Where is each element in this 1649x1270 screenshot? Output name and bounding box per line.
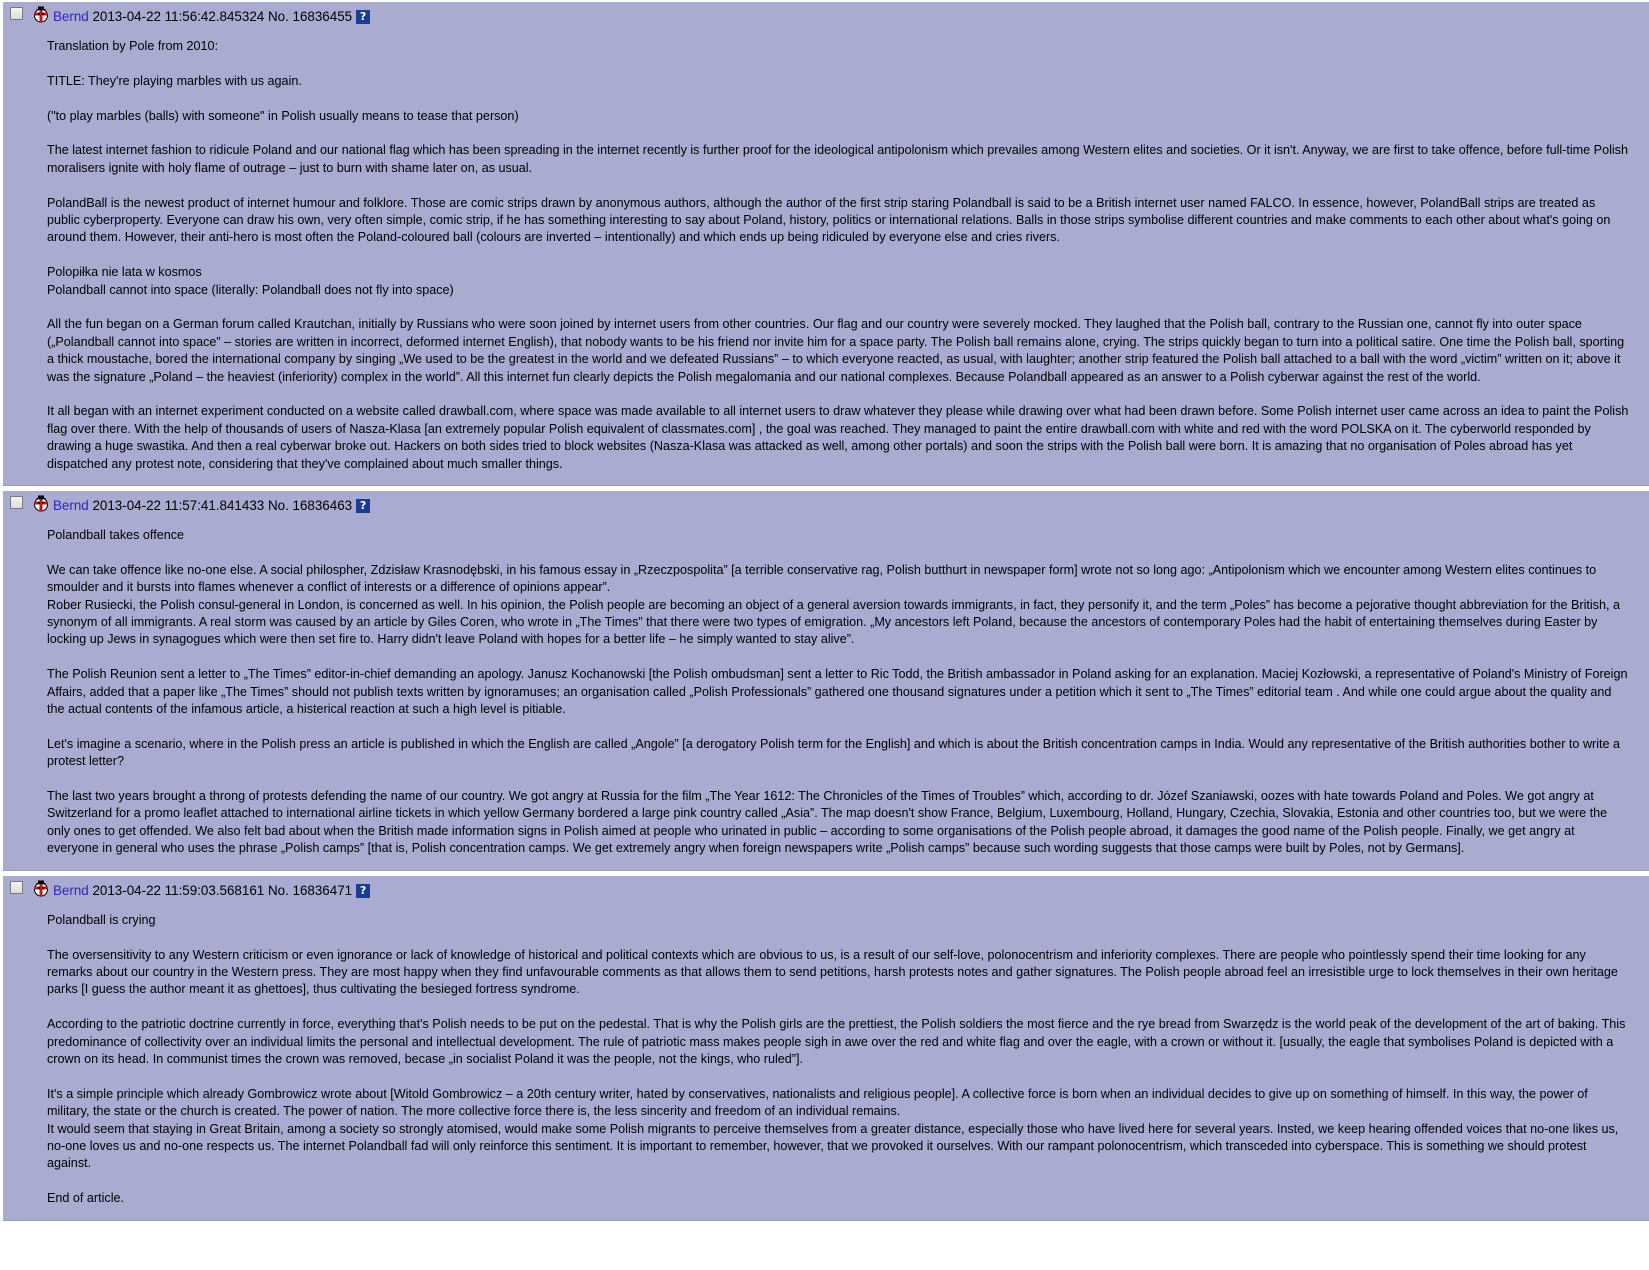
post-paragraph: End of article. — [47, 1191, 125, 1206]
post — [3, 876, 1649, 1221]
post-datetime: 2013-04-22 11:57:41.841433 — [92, 498, 265, 514]
post-body — [3, 899, 1649, 1220]
post-header — [3, 2, 1649, 25]
post-paragraph: According to the patriotic doctrine currently in force, everything that's Polish needs to be put on the pedestal. That is why the Polish girls are the prettiest, the Polish soldiers the most fierce and the rye bread from Swarzędz is the world peak of the development of the art of baking. This predominance of collectivity over an individual limits the personal and intellectual development. The rule of patriotic mass makes people sigh in awe over the red and white flag and over the eagle, with a crown or without it. [usually, the eagle that symbolises Poland is depicted with a crown on its head. In communist times the crown was removed, becase „in socialist Poland it was the people, not the kings, who ruled”]. — [47, 1017, 1626, 1066]
question-mark-icon[interactable]: ? — [356, 10, 370, 24]
post-paragraph: Translation by Pole from 2010: — [47, 39, 219, 53]
post-number[interactable]: No. 16836463 — [267, 498, 353, 514]
post-paragraph: Let's imagine a scenario, where in the Polish press an article is published in which the English are called „Angole” [a derogatory Polish term for the English] and which is about the British concentration camps in India. Would any representative of the British authorities bother to write a protest letter? — [47, 736, 1621, 769]
post-select-checkbox[interactable] — [10, 7, 23, 20]
country-ball-flag-icon — [32, 495, 50, 512]
post-number[interactable]: No. 16836455 — [267, 9, 353, 24]
post-author-link[interactable]: Bernd — [53, 882, 89, 898]
post-paragraph: The latest internet fashion to ridicule Poland and our national flag which has been spreading in the internet recently is further proof for the ideological antipolonism which prevailes among Western elites and societies. Or it isn't. Anyway, we are first to take offence, before full-time Polish moralisers ignite with holy flame of outrage – just to burn with shame later on, as usual. — [47, 143, 1628, 175]
post-paragraph: Polandball is crying — [47, 912, 156, 927]
post-meta — [53, 494, 370, 517]
post-meta — [53, 879, 370, 902]
post-paragraph: The last two years brought a throng of protests defending the name of our country. We got angry at Russia for the film „The Year 1612: The Chronicles of the Times of Troubles” which, according to dr. Józef Szaniawski, oozes with hate towards Poland and Poles. We got angry at Switzerland for a promo leaflet attached to international airline tickets in which yellow Germany bordered a large pink country called „Asia”. The map doesn't show France, Belgium, Luxembourg, Holland, Hungary, Czechia, Slovakia, Estonia and other countries too, but we were the only ones to get offended. We also felt bad about when the British made information signs in Polish aimed at people who urinated in public – according to some organisations of the Polish people abroad, it damages the good name of the Polish people. Finally, we get angry at everyone in general who uses the phrase „Polish camps” [that is, Polish concentration camps. We get extremely angry when foreign newspapers write „Polish camps” because such wording suggests that those camps were built by Poles, not by Germans]. — [47, 789, 1608, 856]
post-paragraph: It's a simple principle which already Gombrowicz wrote about [Witold Gombrowicz – a 20th century writer, hated by conservatives, nationalists and religious people]. A collective force is born when an individual decides to give up on something of himself. In this way, the power of military, the state or the church is created. The power of nation. The more collective force there is, the less sincerity and freedom of an individual remains. It would seem that staying in Great Britain, among a society so strongly atomised, would make some Polish migrants to perceive themselves from a greater distance, especially those who have lived here for several years. Insted, we keep hearing offended voices that no-one likes us, no-one loves us and no-one respects us. The internet Polandball fad will only reinforce this sentiment. It is important to remember, however, that we provoked it ourselves. With our rampant polonocentrism, which transceded into cyberspace. This is something we should protest against. — [47, 1086, 1619, 1171]
post — [3, 2, 1649, 486]
question-mark-icon[interactable]: ? — [356, 499, 370, 513]
post-author-link[interactable]: Bernd — [53, 498, 89, 514]
post-paragraph: All the fun began on a German forum called Krautchan, initially by Russians who were soon joined by internet users from other countries. Our flag and our country were severely mocked. They laughed that the Polish ball, contrary to the Russian one, cannot fly into outer space („Polandball cannot into space” – stories are written in incorrect, deformed internet English), that nobody wants to be his friend nor invite him for a space party. The Polish ball remains alone, crying. The strips quickly began to turn into a political satire. One time the Polish ball, sporting a thick moustache, bored the international company by singing „We used to be the greatest in the world and we defeated Russians” – to which everyone reacted, as usual, with laughter; another strip featured the Polish ball attached to a ball with the word „victim” written on it; above it was the signature „Poland – the heaviest (inferiority) complex in the world”. All this internet fun clearly depicts the Polish megalomania and our national complexes. Because Polandball appeared as an answer to a Polish cyberwar against the rest of the world. — [47, 317, 1625, 384]
post-paragraph: ("to play marbles (balls) with someone" in Polish usually means to tease that person) — [47, 108, 519, 123]
post-meta — [53, 5, 370, 28]
post-datetime: 2013-04-22 11:59:03.568161 — [92, 882, 265, 898]
country-ball-flag-icon — [32, 880, 50, 897]
post-paragraph: Polandball takes offence — [47, 528, 184, 543]
post-paragraph: The Polish Reunion sent a letter to „The Times” editor-in-chief demanding an apology. Janusz Kochanowski [the Polish ombudsman] sent a letter to Ric Todd, the British ambassador in Poland asking for an explanation. Maciej Kozłowski, a representative of Poland's Ministry of Foreign Affairs, added that a paper like „The Times” should not publish texts written by ignoramuses; an organisation called „Polish Professionals” gathered one thousand signatures under a petition which it sent to „The Times” editorial team . And while one could argue about the quality and the actual contents of the infamous article, a histerical reaction at such a high level is pitiable. — [47, 667, 1628, 717]
post-datetime: 2013-04-22 11:56:42.845324 — [92, 9, 265, 24]
country-ball-flag-icon — [32, 6, 50, 23]
post-header — [3, 491, 1649, 514]
post-body — [3, 514, 1649, 870]
post-paragraph: PolandBall is the newest product of internet humour and folklore. Those are comic strips drawn by anonymous authors, although the author of the first strip staring Polandball is said to be a British internet user named FALCO. In essence, however, PolandBall strips are treated as public cyberproperty. Everyone can draw his own, very often simple, comic strip, if he has something interesting to say about Poland, history, politics or international relations. Balls in those strips symbolise different countries and make comments to each other about what's going on around them. However, their anti-hero is most often the Poland-coloured ball (colours are inverted – intentionally) and which ends up being ridiculed by everyone else and cries rivers. — [47, 195, 1611, 245]
post-select-checkbox[interactable] — [10, 881, 23, 894]
question-mark-icon[interactable]: ? — [356, 884, 370, 898]
post — [3, 491, 1649, 871]
post-paragraph: Polopiłka nie lata w kosmos Polandball cannot into space (literally: Polandball does not fly into space) — [47, 265, 454, 297]
post-paragraph: It all began with an internet experiment conducted on a website called drawball.com, where space was made available to all internet users to draw whatever they please while drawing over what had been drawn before. Some Polish internet user came across an idea to paint the Polish flag over there. With the help of thousands of users of Nasza-Klasa [an extremely popular Polish equivalent of classmates.com] , the goal was reached. They managed to paint the entire drawball.com with white and red with the word POLSKA on it. The cyberworld responded by drawing a huge swastika. And then a real cyberwar broke out. Hackers on both sides tried to block websites (Nasza-Klasa was attacked as well, among other portals) and soon the strips with the Polish ball were born. It is amazing that no organisation of Poles abroad has yet dispatched any protest note, considering that they've complained about much smaller things. — [47, 404, 1629, 471]
post-author-link[interactable]: Bernd — [53, 9, 89, 24]
post-select-checkbox[interactable] — [10, 496, 23, 509]
post-paragraph: TITLE: They're playing marbles with us again. — [47, 73, 302, 88]
post-header — [3, 876, 1649, 899]
post-paragraph: The oversensitivity to any Western criticism or even ignorance or lack of knowledge of historical and political contexts which are obvious to us, is a result of our self-love, polonocentrism and inferiority complexes. There are people who pointlessly spend their time looking for any remarks about our country in the Western press. They are most happy when they find unfavourable comments as that allows them to send petitions, harsh protests notes and gather signatures. The Polish people abroad feel an irresistible urge to lock themselves in their own heritage parks [I guess the author meant it as ghettoes], thus cultivating the besieged fortress syndrome. — [47, 947, 1618, 997]
post-body — [3, 25, 1649, 485]
post-number[interactable]: No. 16836471 — [267, 882, 353, 898]
post-paragraph: We can take offence like no-one else. A social philospher, Zdzisław Krasnodębski, in his famous essay in „Rzeczpospolita” [a terrible conservative rag, Polish butthurt in newspaper form] wrote not so long ago: „Antipolonism which we encounter among Western elites continues to smoulder and it bursts into flames whenever a conflict of interests or a difference of opinions appear”. Rober Rusiecki, the Polish consul-general in London, is concerned as well. In his opinion, the Polish people are becoming an object of a general aversion towards immigrants, in fact, they personify it, and the term „Poles” has become a pejorative thought abbreviation for the British, a synonym of all immigrants. A real storm was caused by an article by Giles Coren, who wrote in „The Times” that there were two types of emigration. „My ancestors left Poland, because the ancestors of contemporary Poles had the habit of entertaining themselves during Easter by locking up Jews in synagogues which were then set fire to. Harry didn't leave Poland with hopes for a better life – he simply wanted to stay alive”. — [47, 562, 1620, 647]
